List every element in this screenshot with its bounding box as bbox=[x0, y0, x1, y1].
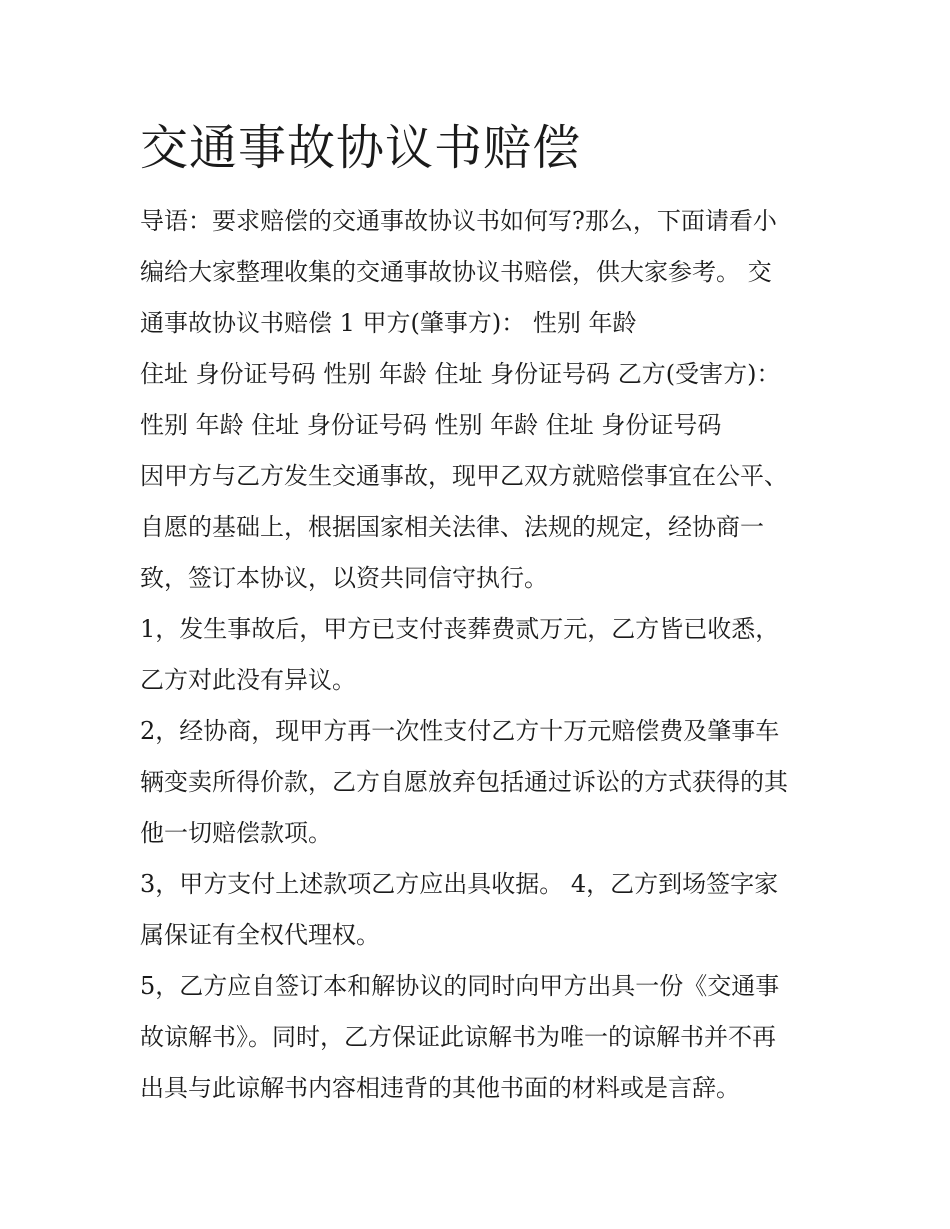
body-line: 3，甲方支付上述款项乙方应出具收据。 4，乙方到场签字家 bbox=[140, 870, 779, 898]
body-line: 出具与此谅解书内容相违背的其他书面的材料或是言辞。 bbox=[140, 1074, 740, 1102]
body-line: 自愿的基础上，根据国家相关法律、法规的规定，经协商一 bbox=[140, 513, 764, 541]
body-line: 2，经协商，现甲方再一次性支付乙方十万元赔偿费及肇事车 bbox=[140, 717, 780, 745]
body-line: 故谅解书》。同时，乙方保证此谅解书为唯一的谅解书并不再 bbox=[140, 1023, 776, 1051]
body-line: 1，发生事故后，甲方已支付丧葬费贰万元，乙方皆已收悉， bbox=[140, 615, 780, 643]
body-line: 属保证有全权代理权。 bbox=[140, 921, 380, 949]
body-line: 编给大家整理收集的交通事故协议书赔偿，供大家参考。 交 bbox=[140, 258, 772, 286]
body-line: 通事故协议书赔偿 1 甲方(肇事方)： 性别 年龄 bbox=[140, 309, 637, 337]
body-line: 致，签订本协议，以资共同信守执行。 bbox=[140, 564, 548, 592]
body-line: 他一切赔偿款项。 bbox=[140, 819, 332, 847]
body-line: 辆变卖所得价款，乙方自愿放弃包括通过诉讼的方式获得的其 bbox=[140, 768, 788, 796]
body-line: 性别 年龄 住址 身份证号码 性别 年龄 住址 身份证号码 bbox=[140, 411, 722, 439]
body-line: 导语：要求赔偿的交通事故协议书如何写?那么，下面请看小 bbox=[140, 207, 777, 235]
document-body bbox=[140, 196, 830, 1114]
body-line: 住址 身份证号码 性别 年龄 住址 身份证号码 乙方(受害方)： bbox=[140, 360, 781, 388]
body-line: 乙方对此没有异议。 bbox=[140, 666, 356, 694]
body-line: 5，乙方应自签订本和解协议的同时向甲方出具一份《交通事 bbox=[140, 972, 780, 1000]
document-title: 交通事故协议书赔偿 bbox=[140, 120, 582, 176]
body-line: 因甲方与乙方发生交通事故，现甲乙双方就赔偿事宜在公平、 bbox=[140, 462, 788, 490]
